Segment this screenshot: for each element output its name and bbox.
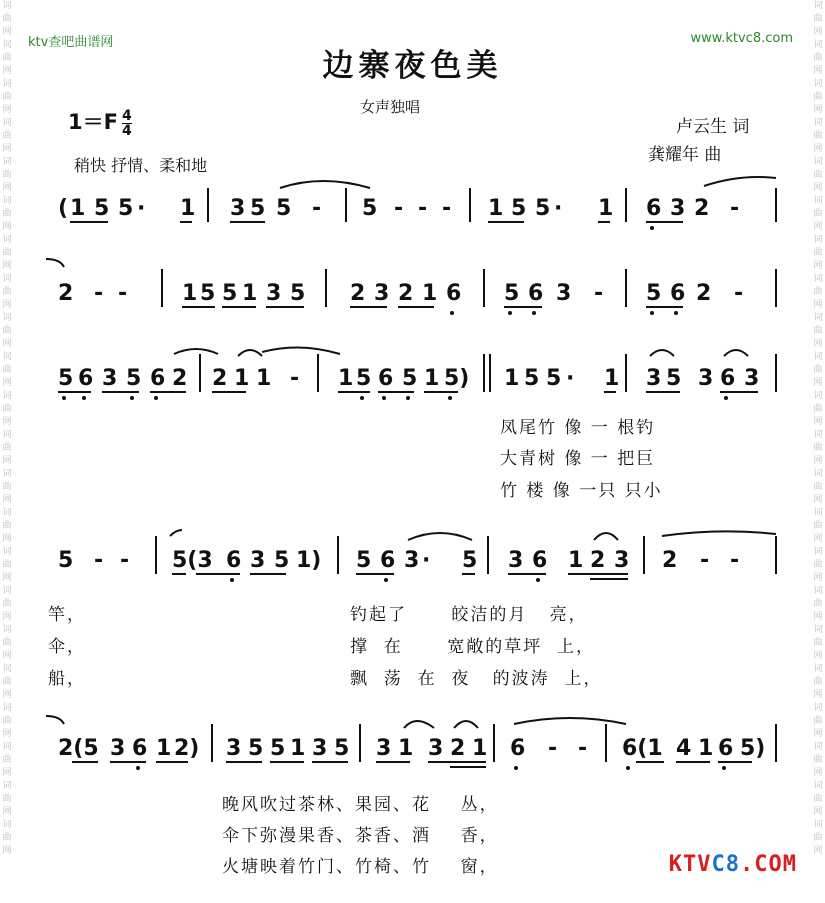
watermark-char: 曲 bbox=[813, 443, 823, 453]
site-name-left: ktv查吧曲谱网 bbox=[28, 35, 114, 50]
watermark-char: 曲 bbox=[813, 404, 823, 414]
score-note: 5 bbox=[248, 736, 264, 761]
score-note: - bbox=[548, 736, 558, 761]
score-note: 3 bbox=[670, 196, 686, 221]
score-note: 3 bbox=[646, 366, 662, 391]
score-note: 2 bbox=[694, 196, 710, 221]
score-note: 5 bbox=[200, 281, 216, 306]
time-sig-top: 4 bbox=[121, 107, 132, 124]
watermark-char: 曲 bbox=[2, 92, 12, 102]
score-note: 3 bbox=[102, 366, 118, 391]
score-note: - bbox=[94, 548, 104, 573]
score-note: 6 bbox=[718, 736, 734, 761]
watermark-char: 曲 bbox=[2, 14, 12, 24]
watermark-char: 词 bbox=[813, 118, 823, 128]
score-note: 3 bbox=[376, 736, 392, 761]
score-note: 1 bbox=[156, 736, 172, 761]
watermark-char: 词 bbox=[2, 820, 12, 830]
watermark-char: 曲 bbox=[2, 638, 12, 648]
watermark-char: 网 bbox=[2, 183, 12, 193]
site-url-right: www.ktvc8.com bbox=[690, 31, 793, 46]
watermark-char: 词 bbox=[813, 79, 823, 89]
watermark-char: 网 bbox=[813, 105, 823, 115]
score-note: 5 bbox=[126, 366, 142, 391]
watermark-char: 曲 bbox=[813, 833, 823, 843]
watermark-char: 词 bbox=[813, 274, 823, 284]
lyric-verse1-b: 钓起了 皎洁的月 亮， bbox=[350, 605, 588, 625]
score-note: - bbox=[118, 281, 128, 306]
score-note: 1 bbox=[70, 196, 86, 221]
watermark-char: 曲 bbox=[2, 131, 12, 141]
score-note: 2 bbox=[450, 736, 466, 761]
watermark-char: 词 bbox=[813, 820, 823, 830]
watermark-char: 曲 bbox=[813, 638, 823, 648]
watermark-char: 网 bbox=[2, 105, 12, 115]
watermark-char: 网 bbox=[813, 456, 823, 466]
score-note: 5 bbox=[462, 548, 478, 573]
score-note: 2 bbox=[398, 281, 414, 306]
score-note: - bbox=[394, 196, 404, 221]
score-note: ( bbox=[58, 196, 69, 221]
score-note: 5 bbox=[334, 736, 350, 761]
score-note: 5 bbox=[276, 196, 292, 221]
score-note: 6 bbox=[646, 196, 662, 221]
score-note: 5 bbox=[511, 196, 527, 221]
score-note: 6 bbox=[378, 366, 394, 391]
watermark-char: 词 bbox=[2, 742, 12, 752]
watermark-char: 网 bbox=[813, 144, 823, 154]
score-note: 2 bbox=[662, 548, 678, 573]
score-note: 1 bbox=[598, 196, 614, 221]
brand-part-1: KTV bbox=[668, 852, 712, 877]
score-note: 1 bbox=[234, 366, 250, 391]
lyric-verse3-b: 飘 荡 在 夜 的波涛 上， bbox=[350, 669, 603, 689]
watermark-char: 词 bbox=[2, 313, 12, 323]
lyricist-credit: 卢云生 词 bbox=[676, 117, 750, 137]
score-note: 5 bbox=[356, 366, 372, 391]
watermark-char: 网 bbox=[813, 690, 823, 700]
watermark-char: 词 bbox=[813, 235, 823, 245]
score-note: · bbox=[137, 196, 146, 221]
score-note: 5 bbox=[250, 196, 266, 221]
watermark-char: 曲 bbox=[2, 521, 12, 531]
lyric-verse2-b: 撑 在 宽敞的草坪 上， bbox=[350, 637, 596, 657]
watermark-char: 词 bbox=[813, 313, 823, 323]
watermark-char: 曲 bbox=[813, 287, 823, 297]
song-subtitle: 女声独唱 bbox=[360, 98, 421, 116]
score-note: 5 bbox=[222, 281, 238, 306]
watermark-char: 词 bbox=[813, 703, 823, 713]
score-note: 2(5 bbox=[58, 736, 99, 761]
score-note: 3 bbox=[508, 548, 524, 573]
watermark-char: 词 bbox=[813, 547, 823, 557]
score-note: 5 bbox=[535, 196, 551, 221]
lyric-verse2-b-start: 伞， bbox=[48, 637, 86, 657]
watermark-char: 词 bbox=[813, 664, 823, 674]
watermark-char: 网 bbox=[2, 612, 12, 622]
watermark-char: 曲 bbox=[2, 365, 12, 375]
score-note: 1 bbox=[698, 736, 714, 761]
score-note: - bbox=[734, 281, 744, 306]
score-note: 6 bbox=[380, 548, 396, 573]
score-note: 1 bbox=[180, 196, 196, 221]
watermark-char: 曲 bbox=[813, 794, 823, 804]
watermark-char: 词 bbox=[2, 1, 12, 11]
score-note: 3 bbox=[226, 736, 242, 761]
watermark-char: 网 bbox=[2, 456, 12, 466]
score-note: 6 bbox=[78, 366, 94, 391]
watermark-char: 曲 bbox=[813, 131, 823, 141]
score-note: 6 bbox=[670, 281, 686, 306]
score-note: 5 bbox=[504, 281, 520, 306]
watermark-char: 网 bbox=[2, 846, 12, 856]
watermark-char: 网 bbox=[813, 222, 823, 232]
score-note: - bbox=[700, 548, 710, 573]
score-note: 2 bbox=[590, 548, 606, 573]
score-note: 2) bbox=[174, 736, 200, 761]
watermark-char: 网 bbox=[813, 612, 823, 622]
score-note: 3 bbox=[110, 736, 126, 761]
watermark-char: 网 bbox=[813, 573, 823, 583]
watermark-char: 网 bbox=[813, 417, 823, 427]
lyric-verse3-a: 竹 楼 像 一只 只小 bbox=[500, 481, 663, 501]
watermark-char: 词 bbox=[2, 235, 12, 245]
score-note: 2 bbox=[212, 366, 228, 391]
watermark-char: 词 bbox=[813, 586, 823, 596]
watermark-char: 词 bbox=[813, 742, 823, 752]
watermark-char: 曲 bbox=[813, 716, 823, 726]
watermark-char: 网 bbox=[813, 261, 823, 271]
watermark-char: 词 bbox=[813, 391, 823, 401]
score-note: 3 bbox=[744, 366, 760, 391]
watermark-char: 词 bbox=[2, 547, 12, 557]
watermark-char: 网 bbox=[2, 339, 12, 349]
score-note: 1 bbox=[504, 366, 520, 391]
watermark-char: 曲 bbox=[813, 599, 823, 609]
watermark-char: 词 bbox=[813, 625, 823, 635]
lyric-verse1-a: 凤尾竹 像 一 根钓 bbox=[500, 418, 656, 438]
score-note: - bbox=[94, 281, 104, 306]
watermark-char: 词 bbox=[2, 430, 12, 440]
score-note: 2 bbox=[350, 281, 366, 306]
score-note: 5(3 bbox=[172, 548, 213, 573]
score-note: 5 bbox=[94, 196, 110, 221]
score-note: 2 bbox=[172, 366, 188, 391]
watermark-char: 网 bbox=[813, 729, 823, 739]
score-note: 3 bbox=[312, 736, 328, 761]
watermark-char: 词 bbox=[2, 508, 12, 518]
watermark-char: 词 bbox=[813, 157, 823, 167]
score-note: 5 bbox=[356, 548, 372, 573]
watermark-char: 网 bbox=[813, 27, 823, 37]
score-note: 5 bbox=[402, 366, 418, 391]
song-title: 边寨夜色美 bbox=[322, 48, 503, 84]
score-note: 1 bbox=[424, 366, 440, 391]
score-note: 6 bbox=[532, 548, 548, 573]
score-note: 5 bbox=[362, 196, 378, 221]
watermark-char: 网 bbox=[2, 729, 12, 739]
watermark-char: 曲 bbox=[813, 248, 823, 258]
watermark-char: 曲 bbox=[2, 482, 12, 492]
score-note: 2 bbox=[696, 281, 712, 306]
watermark-char: 网 bbox=[2, 300, 12, 310]
watermark-char: 网 bbox=[2, 417, 12, 427]
watermark-char: 曲 bbox=[813, 521, 823, 531]
score-note: - bbox=[730, 548, 740, 573]
score-note: 5 bbox=[118, 196, 134, 221]
score-note: - bbox=[442, 196, 452, 221]
score-note: · bbox=[566, 366, 575, 391]
watermark-char: 网 bbox=[2, 573, 12, 583]
score-note: 1 bbox=[472, 736, 488, 761]
watermark-char: 词 bbox=[2, 781, 12, 791]
score-note: · bbox=[554, 196, 563, 221]
score-note: - bbox=[120, 548, 130, 573]
watermark-char: 曲 bbox=[2, 53, 12, 63]
score-note: 5) bbox=[740, 736, 766, 761]
score-note: 1 bbox=[398, 736, 414, 761]
watermark-char: 词 bbox=[813, 430, 823, 440]
score-note: 1 bbox=[182, 281, 198, 306]
watermark-char: 网 bbox=[813, 183, 823, 193]
score-note: 3 bbox=[230, 196, 246, 221]
watermark-char: 网 bbox=[813, 768, 823, 778]
score-note: 1 bbox=[422, 281, 438, 306]
watermark-char: 曲 bbox=[813, 482, 823, 492]
watermark-char: 曲 bbox=[813, 209, 823, 219]
score-note: 6 bbox=[720, 366, 736, 391]
watermark-char: 词 bbox=[2, 352, 12, 362]
score-note: 3 bbox=[250, 548, 266, 573]
score-note: 3 bbox=[266, 281, 282, 306]
watermark-char: 词 bbox=[2, 157, 12, 167]
score-note: 6 bbox=[510, 736, 526, 761]
key-text: 1＝F bbox=[68, 110, 118, 134]
watermark-char: 曲 bbox=[2, 833, 12, 843]
lyric-verse3-c: 火塘映着竹门、竹椅、竹 窗， bbox=[222, 857, 499, 877]
score-line-4 bbox=[0, 522, 825, 592]
score-note: 5 bbox=[290, 281, 306, 306]
watermark-char: 网 bbox=[2, 651, 12, 661]
watermark-char: 网 bbox=[813, 66, 823, 76]
score-note: 2 bbox=[58, 281, 74, 306]
watermark-char: 词 bbox=[2, 79, 12, 89]
score-note: 3 bbox=[428, 736, 444, 761]
score-note: - bbox=[418, 196, 428, 221]
brand-part-2: C8 bbox=[711, 852, 741, 877]
score-note: 1 bbox=[256, 366, 272, 391]
watermark-char: 网 bbox=[813, 495, 823, 505]
brand-logo bbox=[669, 852, 797, 877]
watermark-char: 曲 bbox=[813, 755, 823, 765]
watermark-char: 曲 bbox=[2, 599, 12, 609]
score-note: 4 bbox=[676, 736, 692, 761]
watermark-char: 网 bbox=[813, 651, 823, 661]
watermark-char: 网 bbox=[2, 690, 12, 700]
score-note: 5 bbox=[274, 548, 290, 573]
time-signature bbox=[122, 109, 132, 138]
score-note: 5) bbox=[444, 366, 470, 391]
score-note: 5 bbox=[58, 548, 74, 573]
watermark-char: 曲 bbox=[813, 677, 823, 687]
watermark-char: 曲 bbox=[2, 716, 12, 726]
watermark-char: 词 bbox=[813, 781, 823, 791]
score-line-1 bbox=[0, 170, 825, 240]
score-line-3 bbox=[0, 340, 825, 410]
lyric-verse2-a: 大青树 像 一 把巨 bbox=[500, 449, 656, 469]
score-note: 1 bbox=[242, 281, 258, 306]
watermark-char: 曲 bbox=[813, 14, 823, 24]
watermark-char: 曲 bbox=[813, 53, 823, 63]
watermark-char: 网 bbox=[813, 378, 823, 388]
score-note: 6(1 bbox=[622, 736, 663, 761]
watermark-char: 曲 bbox=[2, 404, 12, 414]
score-note: - bbox=[578, 736, 588, 761]
score-note: 6 bbox=[528, 281, 544, 306]
score-note: 6 bbox=[446, 281, 462, 306]
score-note: 1 bbox=[568, 548, 584, 573]
score-note: 1 bbox=[604, 366, 620, 391]
watermark-char: 网 bbox=[2, 144, 12, 154]
watermark-char: 曲 bbox=[813, 170, 823, 180]
watermark-char: 曲 bbox=[813, 326, 823, 336]
watermark-char: 曲 bbox=[2, 755, 12, 765]
watermark-char: 网 bbox=[2, 222, 12, 232]
score-note: 1 bbox=[290, 736, 306, 761]
watermark-char: 网 bbox=[813, 534, 823, 544]
watermark-char: 网 bbox=[2, 27, 12, 37]
score-note: 6 bbox=[226, 548, 242, 573]
watermark-char: 曲 bbox=[2, 170, 12, 180]
watermark-char: 词 bbox=[2, 469, 12, 479]
watermark-char: 曲 bbox=[2, 248, 12, 258]
score-note: 3 bbox=[614, 548, 630, 573]
watermark-char: 网 bbox=[813, 807, 823, 817]
watermark-char: 词 bbox=[813, 508, 823, 518]
watermark-char: 词 bbox=[813, 196, 823, 206]
watermark-char: 曲 bbox=[813, 365, 823, 375]
score-note: 6 bbox=[150, 366, 166, 391]
lyric-verse1-c: 晚风吹过茶林、果园、花 丛， bbox=[222, 795, 499, 815]
watermark-char: 词 bbox=[813, 1, 823, 11]
watermark-char: 曲 bbox=[2, 677, 12, 687]
watermark-char: 网 bbox=[2, 495, 12, 505]
watermark-char: 词 bbox=[813, 469, 823, 479]
watermark-char: 曲 bbox=[2, 326, 12, 336]
score-note: 6 bbox=[132, 736, 148, 761]
watermark-char: 词 bbox=[2, 586, 12, 596]
watermark-char: 网 bbox=[813, 846, 823, 856]
watermark-char: 词 bbox=[2, 625, 12, 635]
watermark-char: 曲 bbox=[2, 794, 12, 804]
score-note: - bbox=[290, 366, 300, 391]
watermark-char: 网 bbox=[2, 768, 12, 778]
tempo-marking: 稍快 抒情、柔和地 bbox=[74, 156, 208, 175]
score-note: 5 bbox=[646, 281, 662, 306]
lyric-verse2-c: 伞下弥漫果香、茶香、酒 香， bbox=[222, 826, 499, 846]
watermark-char: 词 bbox=[2, 391, 12, 401]
score-note: 5 bbox=[524, 366, 540, 391]
watermark-char: 曲 bbox=[2, 287, 12, 297]
time-sig-bottom: 4 bbox=[121, 122, 132, 139]
brand-part-3: .COM bbox=[740, 852, 797, 877]
score-note: 1) bbox=[296, 548, 322, 573]
key-signature bbox=[68, 106, 132, 138]
watermark-char: 曲 bbox=[813, 560, 823, 570]
score-note: - bbox=[594, 281, 604, 306]
watermark-char: 词 bbox=[813, 40, 823, 50]
watermark-char: 网 bbox=[813, 339, 823, 349]
watermark-char: 词 bbox=[2, 703, 12, 713]
score-note: - bbox=[730, 196, 740, 221]
watermark-char: 网 bbox=[2, 378, 12, 388]
score-note: 5 bbox=[546, 366, 562, 391]
watermark-char: 网 bbox=[2, 66, 12, 76]
watermark-char: 曲 bbox=[2, 443, 12, 453]
score-note: 1 bbox=[338, 366, 354, 391]
watermark-char: 词 bbox=[2, 664, 12, 674]
score-note: 3 bbox=[374, 281, 390, 306]
lyric-verse3-b-start: 船， bbox=[48, 669, 86, 689]
watermark-char: 网 bbox=[2, 807, 12, 817]
score-note: - bbox=[312, 196, 322, 221]
watermark-char: 词 bbox=[2, 40, 12, 50]
score-note: 5 bbox=[666, 366, 682, 391]
score-note: 5 bbox=[270, 736, 286, 761]
watermark-char: 网 bbox=[2, 261, 12, 271]
lyric-verse1-b-start: 竿， bbox=[48, 605, 86, 625]
watermark-char: 网 bbox=[813, 300, 823, 310]
composer-credit: 龚耀年 曲 bbox=[648, 145, 722, 165]
watermark-char: 词 bbox=[2, 118, 12, 128]
score-line-5 bbox=[0, 710, 825, 780]
score-note: · bbox=[422, 548, 431, 573]
score-line-2 bbox=[0, 255, 825, 325]
score-note: 3 bbox=[404, 548, 420, 573]
watermark-char: 曲 bbox=[2, 209, 12, 219]
watermark-char: 网 bbox=[2, 534, 12, 544]
watermark-char: 曲 bbox=[2, 560, 12, 570]
score-note: 3 bbox=[698, 366, 714, 391]
watermark-char: 词 bbox=[2, 274, 12, 284]
score-note: 3 bbox=[556, 281, 572, 306]
score-note: 1 bbox=[488, 196, 504, 221]
watermark-char: 词 bbox=[813, 352, 823, 362]
watermark-char: 曲 bbox=[813, 92, 823, 102]
score-note: 5 bbox=[58, 366, 74, 391]
watermark-char: 词 bbox=[2, 196, 12, 206]
